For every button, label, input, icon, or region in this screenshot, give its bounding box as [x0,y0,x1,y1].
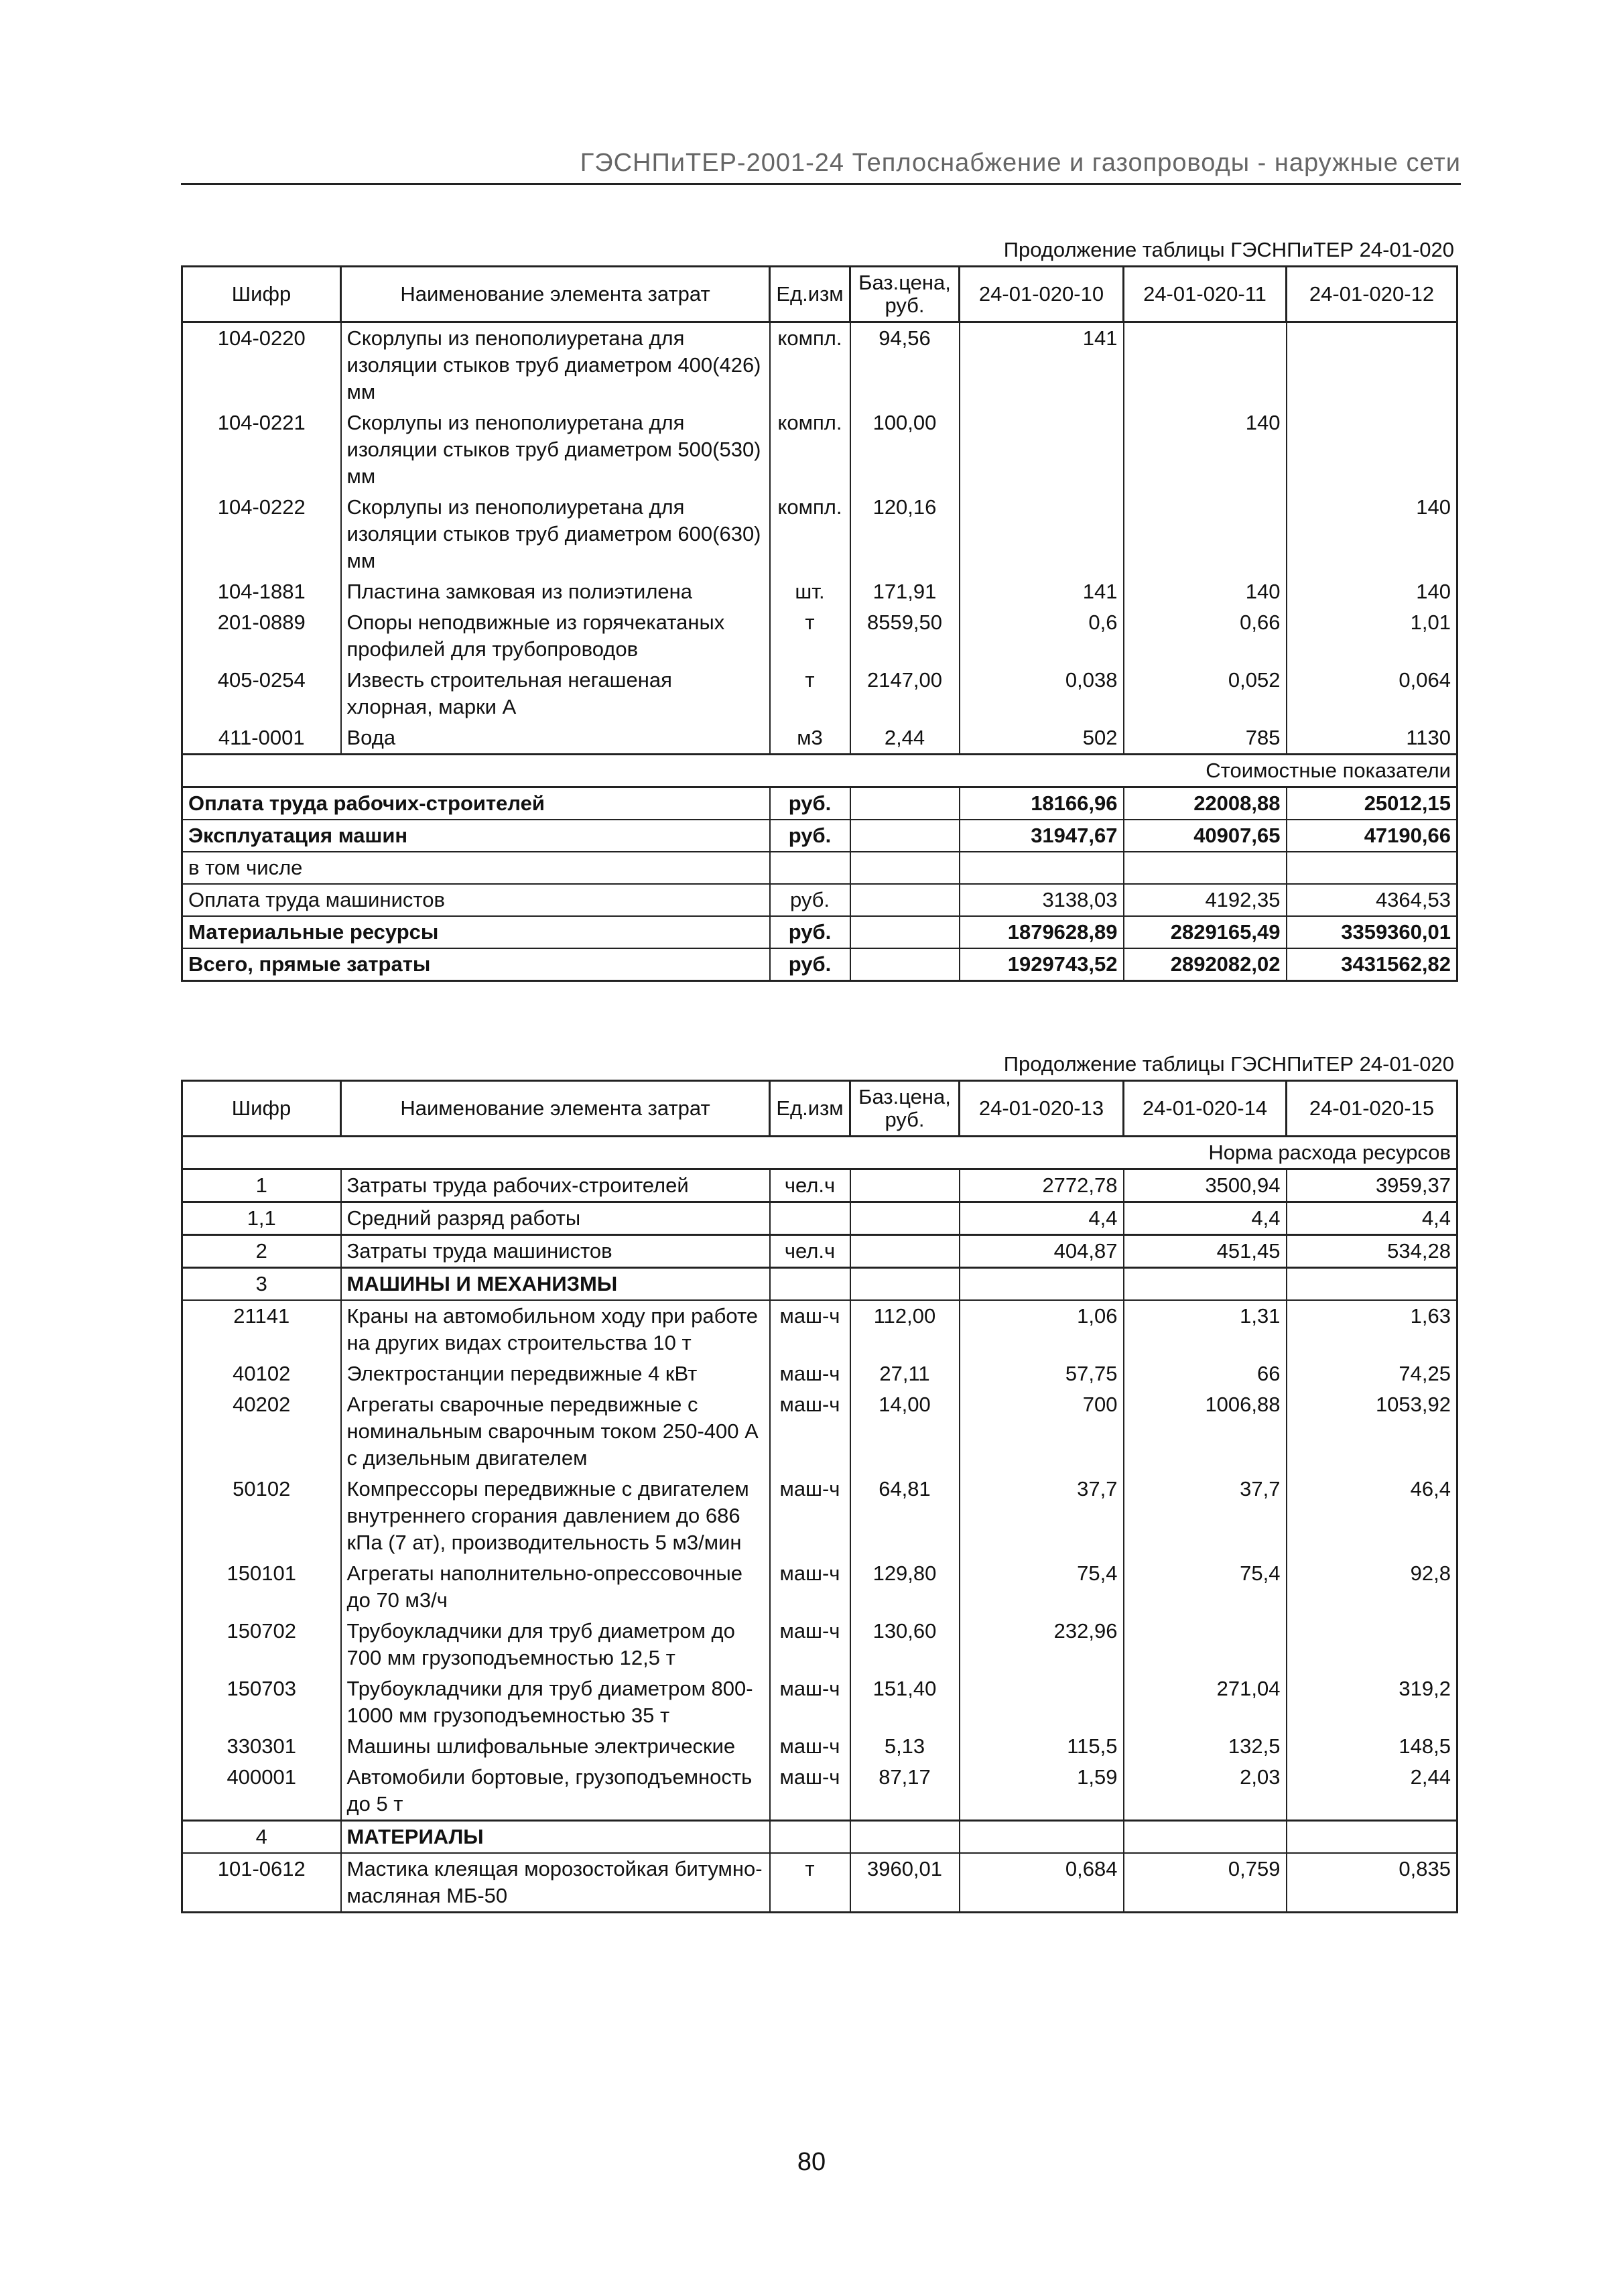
cell-price: 8559,50 [850,607,960,665]
cell-code: 150702 [182,1616,341,1673]
cell-unit: чел.ч [770,1235,850,1268]
table-row [182,1853,1457,1913]
col-price: Баз.цена, руб. [850,1081,960,1137]
cell-value-2 [1124,1616,1287,1673]
summary-price [850,852,960,884]
cell-code: 104-0222 [182,492,341,576]
cell-value-3: 140 [1287,576,1457,607]
cell-name: Затраты труда машинистов [341,1235,770,1268]
cell-code: 21141 [182,1300,341,1358]
cell-code: 405-0254 [182,665,341,722]
cell-name: Мастика клеящая морозостойкая битумно-масляная МБ-50 [341,1853,770,1913]
cell-value-3: 3959,37 [1287,1169,1457,1202]
cell-name: Скорлупы из пенополиуретана для изоляции стыков труб диаметром 400(426) мм [341,322,770,408]
summary-value-3: 25012,15 [1287,787,1457,820]
cell-unit: маш-ч [770,1558,850,1616]
summary-unit: руб. [770,916,850,948]
cell-unit: т [770,665,850,722]
cell-value-1: 502 [960,722,1124,755]
summary-value-2: 22008,88 [1124,787,1287,820]
cell-unit: м3 [770,722,850,755]
cell-value-1 [960,407,1124,492]
cell-value-3 [1287,1268,1457,1301]
cell-code: 150703 [182,1673,341,1731]
cell-value-3 [1287,1821,1457,1854]
cell-code: 40202 [182,1389,341,1474]
summary-row [182,820,1457,852]
cell-value-3: 0,064 [1287,665,1457,722]
summary-value-1: 18166,96 [960,787,1124,820]
cell-value-1: 700 [960,1389,1124,1474]
table-row [182,665,1457,722]
summary-label: в том числе [182,852,770,884]
cell-code: 101-0612 [182,1853,341,1913]
cell-code: 1 [182,1169,341,1202]
cell-code: 40102 [182,1358,341,1389]
cell-unit: компл. [770,322,850,408]
cell-price [850,1268,960,1301]
summary-value-3 [1287,852,1457,884]
summary-value-2: 2829165,49 [1124,916,1287,948]
summary-value-3: 3359360,01 [1287,916,1457,948]
section-row [182,1268,1457,1301]
cell-value-2: 132,5 [1124,1731,1287,1762]
col-name: Наименование элемента затрат [341,267,770,322]
col-unit: Ед.изм [770,267,850,322]
cell-code: 2 [182,1235,341,1268]
table-row [182,322,1457,408]
cell-value-1 [960,1268,1124,1301]
cell-value-3: 1,63 [1287,1300,1457,1358]
table-row [182,722,1457,755]
summary-label: Всего, прямые затраты [182,948,770,981]
summary-price [850,916,960,948]
cell-value-1 [960,492,1124,576]
cell-name: Краны на автомобильном ходу при работе на других видах строительства 10 т [341,1300,770,1358]
cell-code: 104-1881 [182,576,341,607]
table-row [182,1762,1457,1821]
cell-price: 64,81 [850,1474,960,1558]
cell-code: 400001 [182,1762,341,1821]
cell-value-2 [1124,492,1287,576]
cell-unit: маш-ч [770,1474,850,1558]
cell-price: 112,00 [850,1300,960,1358]
table-row [182,1202,1457,1235]
summary-value-2 [1124,852,1287,884]
summary-price [850,787,960,820]
summary-unit [770,852,850,884]
cell-price: 171,91 [850,576,960,607]
cell-unit: т [770,1853,850,1913]
cell-price: 5,13 [850,1731,960,1762]
col-variant-2: 24-01-020-14 [1124,1081,1287,1137]
cell-name: Известь строительная негашеная хлорная, марки А [341,665,770,722]
summary-label: Материальные ресурсы [182,916,770,948]
table-row [182,1673,1457,1731]
cell-value-3: 140 [1287,492,1457,576]
cell-name: Автомобили бортовые, грузоподъемность до 5 т [341,1762,770,1821]
table-row [182,407,1457,492]
cell-value-1: 115,5 [960,1731,1124,1762]
table-row [182,492,1457,576]
cell-name: Агрегаты наполнительно-опрессовочные до 70 м3/ч [341,1558,770,1616]
table-row [182,1358,1457,1389]
table-row [182,1616,1457,1673]
cell-price: 27,11 [850,1358,960,1389]
cell-price: 129,80 [850,1558,960,1616]
cell-value-2 [1124,322,1287,408]
cell-unit: чел.ч [770,1169,850,1202]
cell-value-3: 74,25 [1287,1358,1457,1389]
cell-value-1: 404,87 [960,1235,1124,1268]
cell-unit: маш-ч [770,1616,850,1673]
cell-value-2: 3500,94 [1124,1169,1287,1202]
page-header: ГЭСНПиТЕР-2001-24 Теплоснабжение и газопроводы - наружные сети [181,149,1461,185]
cell-value-1: 57,75 [960,1358,1124,1389]
cell-unit [770,1268,850,1301]
cell-value-2: 271,04 [1124,1673,1287,1731]
cell-value-2 [1124,1268,1287,1301]
cell-value-2: 66 [1124,1358,1287,1389]
cell-name: Затраты труда рабочих-строителей [341,1169,770,1202]
cell-value-2: 2,03 [1124,1762,1287,1821]
cell-name: Опоры неподвижные из горячекатаных профилей для трубопроводов [341,607,770,665]
cell-unit: маш-ч [770,1300,850,1358]
col-variant-3: 24-01-020-12 [1287,267,1457,322]
summary-value-2: 4192,35 [1124,884,1287,916]
cell-code: 1,1 [182,1202,341,1235]
cell-unit: маш-ч [770,1731,850,1762]
cell-price [850,1235,960,1268]
cell-code: 104-0221 [182,407,341,492]
summary-price [850,884,960,916]
cell-value-2: 451,45 [1124,1235,1287,1268]
cell-value-3: 1130 [1287,722,1457,755]
cell-value-2: 0,66 [1124,607,1287,665]
cell-unit: компл. [770,407,850,492]
cell-name: Трубоукладчики для труб диаметром 800-1000 мм грузоподъемностью 35 т [341,1673,770,1731]
cell-value-1: 0,684 [960,1853,1124,1913]
summary-label: Эксплуатация машин [182,820,770,852]
summary-value-1: 31947,67 [960,820,1124,852]
summary-row [182,852,1457,884]
cell-code: 3 [182,1268,341,1301]
cell-value-1: 141 [960,322,1124,408]
cell-name: Пластина замковая из полиэтилена [341,576,770,607]
table1-caption: Продолжение таблицы ГЭСНПиТЕР 24-01-020 [1003,238,1454,261]
table-row [182,607,1457,665]
col-variant-1: 24-01-020-10 [960,267,1124,322]
summary-label: Оплата труда рабочих-строителей [182,787,770,820]
cell-unit [770,1821,850,1854]
cell-unit: т [770,607,850,665]
cell-price [850,1202,960,1235]
cell-value-1: 1,06 [960,1300,1124,1358]
summary-value-2: 2892082,02 [1124,948,1287,981]
cell-code: 330301 [182,1731,341,1762]
cell-price: 2,44 [850,722,960,755]
cell-price: 87,17 [850,1762,960,1821]
summary-label: Оплата труда машинистов [182,884,770,916]
cell-value-1: 75,4 [960,1558,1124,1616]
cell-unit: маш-ч [770,1358,850,1389]
cell-unit: компл. [770,492,850,576]
cell-unit: маш-ч [770,1389,850,1474]
cell-code: 150101 [182,1558,341,1616]
cell-value-1: 0,038 [960,665,1124,722]
col-name: Наименование элемента затрат [341,1081,770,1137]
cell-value-3: 319,2 [1287,1673,1457,1731]
summary-unit: руб. [770,820,850,852]
summary-value-1 [960,852,1124,884]
table-row [182,1300,1457,1358]
cell-value-3: 148,5 [1287,1731,1457,1762]
cell-unit: маш-ч [770,1762,850,1821]
cell-value-3: 2,44 [1287,1762,1457,1821]
section-note-row [182,1137,1457,1169]
table-row [182,1389,1457,1474]
cell-value-3: 4,4 [1287,1202,1457,1235]
table-row [182,576,1457,607]
cell-value-2: 1006,88 [1124,1389,1287,1474]
summary-value-3: 3431562,82 [1287,948,1457,981]
cell-value-1 [960,1673,1124,1731]
cell-value-1: 141 [960,576,1124,607]
cell-name: Скорлупы из пенополиуретана для изоляции стыков труб диаметром 600(630) мм [341,492,770,576]
col-code: Шифр [182,267,341,322]
cell-price: 3960,01 [850,1853,960,1913]
cell-value-1: 2772,78 [960,1169,1124,1202]
cell-value-3: 0,835 [1287,1853,1457,1913]
cell-code: 201-0889 [182,607,341,665]
cell-value-3: 534,28 [1287,1235,1457,1268]
cell-name: МАШИНЫ И МЕХАНИЗМЫ [341,1268,770,1301]
cell-unit: шт. [770,576,850,607]
cell-name: Электростанции передвижные 4 кВт [341,1358,770,1389]
cell-value-2: 1,31 [1124,1300,1287,1358]
cell-value-1 [960,1821,1124,1854]
cell-value-3 [1287,1616,1457,1673]
cell-value-3: 1053,92 [1287,1389,1457,1474]
summary-row [182,916,1457,948]
table-row [182,1474,1457,1558]
table-row [182,1731,1457,1762]
summary-price [850,820,960,852]
cell-name: Вода [341,722,770,755]
col-variant-2: 24-01-020-11 [1124,267,1287,322]
summary-value-1: 1929743,52 [960,948,1124,981]
summary-unit: руб. [770,948,850,981]
col-price: Баз.цена, руб. [850,267,960,322]
col-code: Шифр [182,1081,341,1137]
cell-value-3: 46,4 [1287,1474,1457,1558]
cell-value-3: 92,8 [1287,1558,1457,1616]
resource-table-1 [181,265,1458,982]
table-row [182,1558,1457,1616]
cell-price: 100,00 [850,407,960,492]
cell-value-2: 785 [1124,722,1287,755]
cell-value-1: 37,7 [960,1474,1124,1558]
page-number: 80 [797,2148,826,2176]
cell-value-1: 4,4 [960,1202,1124,1235]
cell-code: 104-0220 [182,322,341,408]
summary-row [182,948,1457,981]
summary-value-2: 40907,65 [1124,820,1287,852]
cell-unit: маш-ч [770,1673,850,1731]
col-variant-1: 24-01-020-13 [960,1081,1124,1137]
cell-value-2: 0,052 [1124,665,1287,722]
col-unit: Ед.изм [770,1081,850,1137]
cell-unit [770,1202,850,1235]
summary-value-3: 47190,66 [1287,820,1457,852]
cell-value-2: 4,4 [1124,1202,1287,1235]
section-note-row [182,755,1457,787]
cell-value-3 [1287,322,1457,408]
summary-price [850,948,960,981]
cell-value-3 [1287,407,1457,492]
table2-header-row [182,1081,1457,1137]
cell-price: 2147,00 [850,665,960,722]
section-note: Норма расхода ресурсов [182,1137,1457,1169]
cell-price [850,1169,960,1202]
cell-price: 120,16 [850,492,960,576]
summary-value-3: 4364,53 [1287,884,1457,916]
cell-value-2: 140 [1124,576,1287,607]
cell-name: МАТЕРИАЛЫ [341,1821,770,1854]
cell-value-2: 75,4 [1124,1558,1287,1616]
table1-header-row [182,267,1457,322]
cell-value-2: 37,7 [1124,1474,1287,1558]
table-row [182,1235,1457,1268]
cell-code: 4 [182,1821,341,1854]
summary-row [182,787,1457,820]
cell-price: 130,60 [850,1616,960,1673]
col-variant-3: 24-01-020-15 [1287,1081,1457,1137]
summary-unit: руб. [770,787,850,820]
cell-name: Средний разряд работы [341,1202,770,1235]
cell-value-2: 140 [1124,407,1287,492]
cell-name: Машины шлифовальные электрические [341,1731,770,1762]
cell-code: 411-0001 [182,722,341,755]
cell-name: Компрессоры передвижные с двигателем внутреннего сгорания давлением до 686 кПа (7 ат), производительность 5 м3/мин [341,1474,770,1558]
section-note: Стоимостные показатели [182,755,1457,787]
resource-table-2 [181,1080,1458,1913]
cell-value-2 [1124,1821,1287,1854]
summary-row [182,884,1457,916]
cell-value-1: 232,96 [960,1616,1124,1673]
section-row [182,1821,1457,1854]
cell-name: Трубоукладчики для труб диаметром до 700 мм грузоподъемностью 12,5 т [341,1616,770,1673]
cell-value-2: 0,759 [1124,1853,1287,1913]
cell-value-1: 0,6 [960,607,1124,665]
cell-price: 14,00 [850,1389,960,1474]
summary-unit: руб. [770,884,850,916]
summary-value-1: 1879628,89 [960,916,1124,948]
cell-name: Скорлупы из пенополиуретана для изоляции стыков труб диаметром 500(530) мм [341,407,770,492]
cell-price: 94,56 [850,322,960,408]
cell-price [850,1821,960,1854]
table2-caption: Продолжение таблицы ГЭСНПиТЕР 24-01-020 [1003,1052,1454,1076]
cell-value-3: 1,01 [1287,607,1457,665]
cell-price: 151,40 [850,1673,960,1731]
table-row [182,1169,1457,1202]
summary-value-1: 3138,03 [960,884,1124,916]
cell-code: 50102 [182,1474,341,1558]
cell-value-1: 1,59 [960,1762,1124,1821]
cell-name: Агрегаты сварочные передвижные с номинальным сварочным током 250-400 А с дизельным двигателем [341,1389,770,1474]
